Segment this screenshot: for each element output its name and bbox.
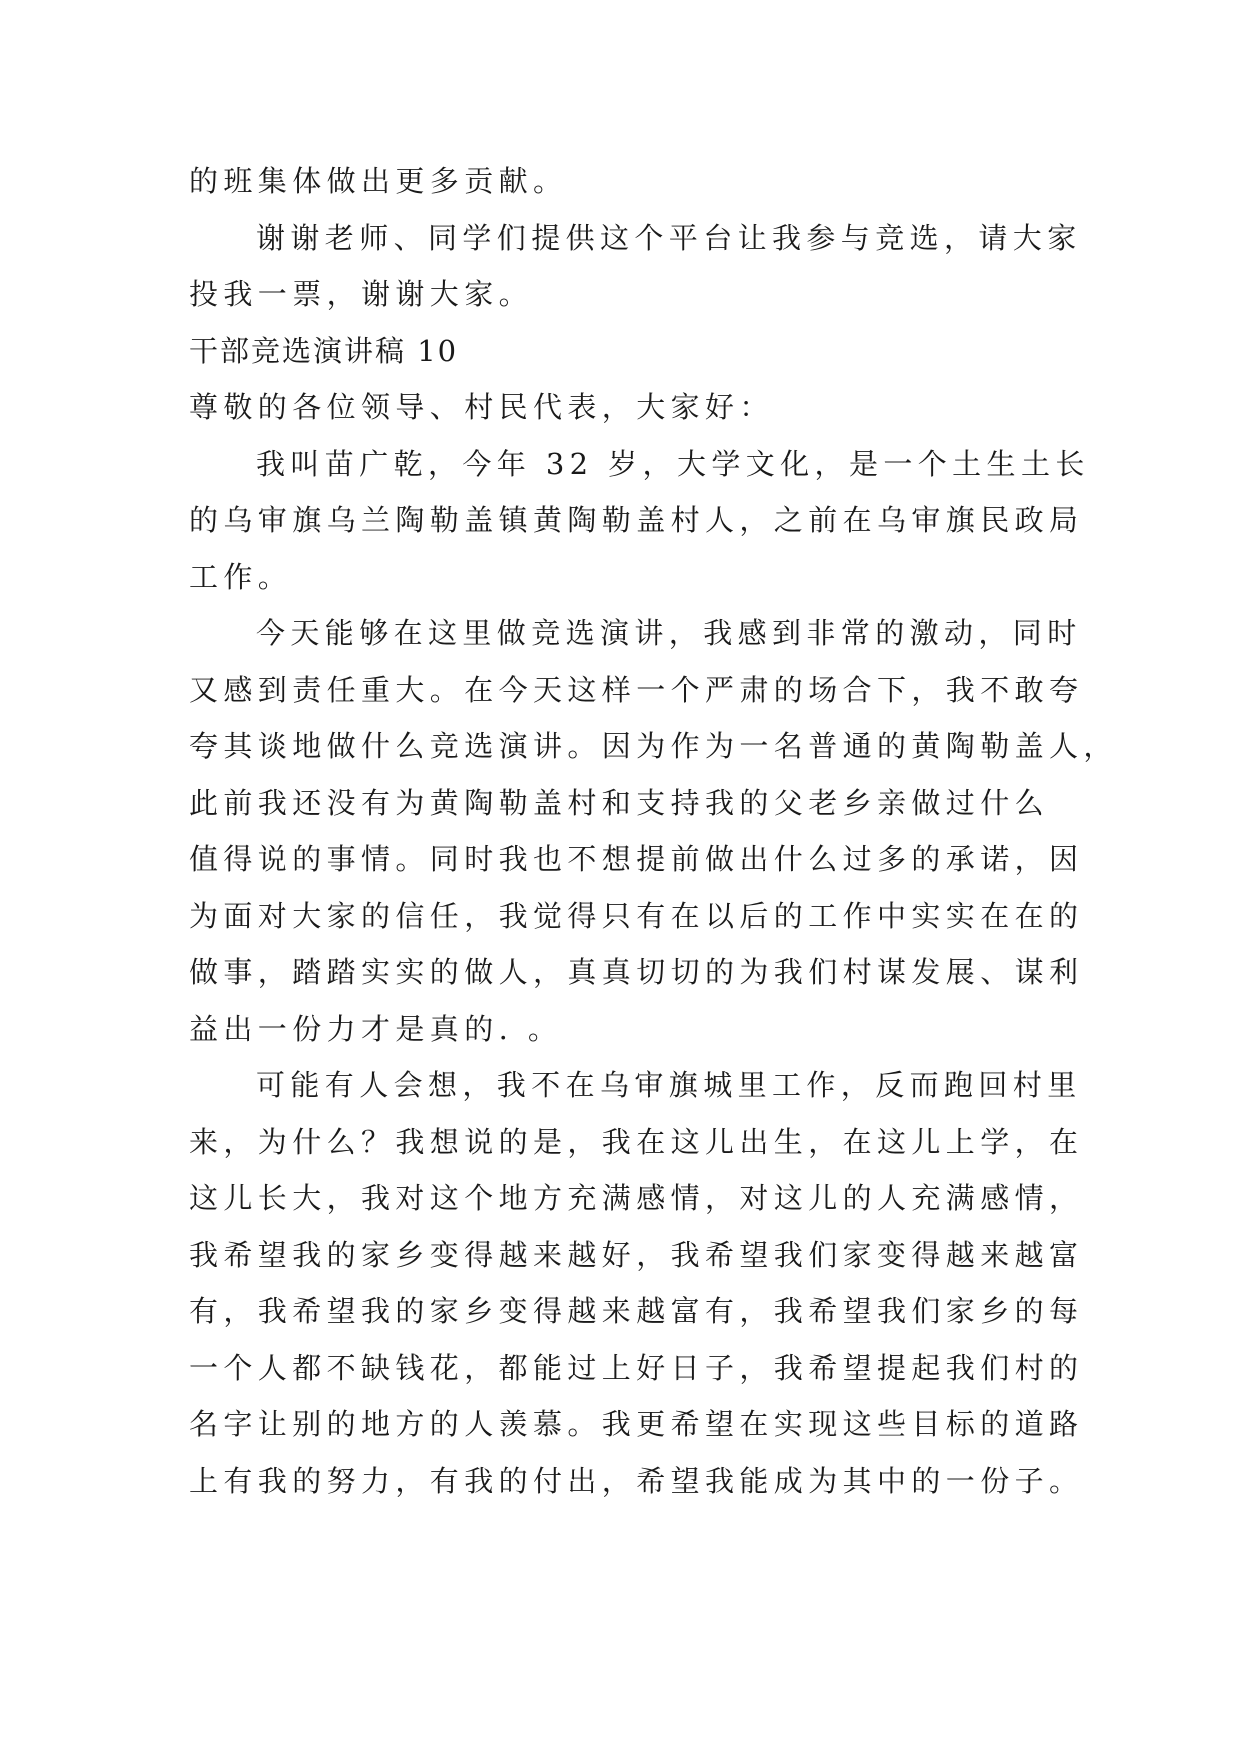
salutation-line: 尊敬的各位领导、村民代表，大家好： (189, 390, 774, 424)
paragraph-start-line: 谢谢老师、同学们提供这个平台让我参与竞选，请大家 (256, 220, 1082, 255)
text-line: 益出一份力才是真的. 。 (189, 1011, 563, 1046)
text-line: 做事，踏踏实实的做人，真真切切的为我们村谋发展、谋利 (189, 955, 1084, 989)
text-line: 上有我的努力，有我的付出，希望我能成为其中的一份子。 (189, 1463, 1084, 1498)
text-line: 一个人都不缺钱花，都能过上好日子，我希望提起我们村的 (189, 1350, 1084, 1385)
document-body (189, 153, 1118, 1509)
text-line: 为面对大家的信任，我觉得只有在以后的工作中实实在在的 (189, 898, 1084, 933)
text-line: 的班集体做出更多贡献。 (189, 164, 568, 198)
paragraph-start-line: 今天能够在这里做竞选演讲，我感到非常的激动，同时 (256, 616, 1082, 650)
text-line: 投我一票，谢谢大家。 (189, 277, 534, 311)
paragraph-start-line: 我叫苗广乾，今年 32 岁，大学文化，是一个土生土长 (256, 446, 1090, 481)
text-line: 有，我希望我的家乡变得越来越富有，我希望我们家乡的每 (189, 1294, 1084, 1328)
section-heading: 干部竞选演讲稿 10 (189, 333, 459, 368)
text-line: 工作。 (189, 559, 293, 594)
text-line: 我希望我的家乡变得越来越好，我希望我们家变得越来越富 (189, 1237, 1084, 1272)
paragraph-start-line: 可能有人会想，我不在乌审旗城里工作，反而跑回村里 (256, 1068, 1082, 1102)
text-line: 夸其谈地做什么竞选演讲。因为作为一名普通的黄陶勒盖人， (189, 729, 1118, 763)
text-line: 的乌审旗乌兰陶勒盖镇黄陶勒盖村人，之前在乌审旗民政局 (189, 503, 1084, 537)
text-line: 来，为什么？我想说的是，我在这儿出生，在这儿上学，在 (189, 1124, 1084, 1159)
text-line: 又感到责任重大。在今天这样一个严肃的场合下，我不敢夸 (189, 672, 1084, 707)
text-line: 这儿长大，我对这个地方充满感情，对这儿的人充满感情， (189, 1181, 1084, 1215)
text-line: 值得说的事情。同时我也不想提前做出什么过多的承诺，因 (189, 842, 1084, 876)
text-line: 名字让别的地方的人羡慕。我更希望在实现这些目标的道路 (189, 1407, 1084, 1441)
text-line: 此前我还没有为黄陶勒盖村和支持我的父老乡亲做过什么 (189, 785, 1050, 820)
